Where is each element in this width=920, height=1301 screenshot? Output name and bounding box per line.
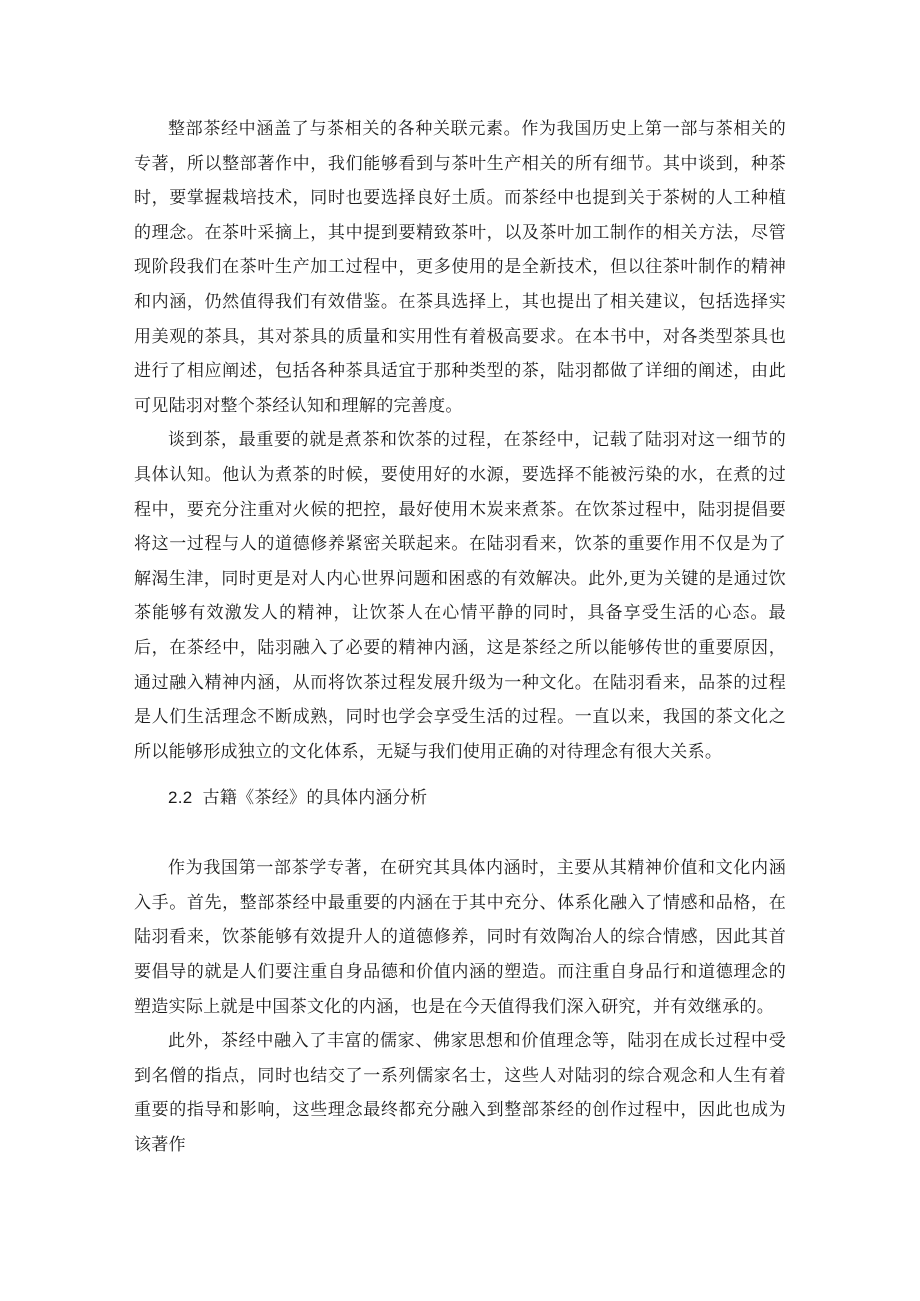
body-paragraph: 此外，茶经中融入了丰富的儒家、佛家思想和价值理念等，陆羽在成长过程中受到名僧的指点，同时也结交了一系列儒家名士，这些人对陆羽的综合观念和人生有着重要的指导和影响，这些理念最终都充分融入到整部茶经的创作过程中，因此也成为该著作 — [134, 1031, 786, 1156]
section-number: 2.2 — [168, 788, 193, 808]
document-page — [134, 112, 786, 1163]
body-paragraph: 整部茶经中涵盖了与茶相关的各种关联元素。作为我国历史上第一部与茶相关的专著，所以整部著作中，我们能够看到与茶叶生产相关的所有细节。其中谈到，种茶时，要掌握栽培技术，同时也要选择良好土质。而茶经中也提到关于茶树的人工种植的理念。在茶叶采摘上，其中提到要精致茶叶，以及茶叶加工制作的相关方法，尽管现阶段我们在茶叶生产加工过程中，更多使用的是全新技术，但以往茶叶制作的精神和内涵，仍然值得我们有效借鉴。在茶具选择上，其也提出了相关建议，包括选择实用美观的茶具，其对茶具的质量和实用性有着极高要求。在本书中，对各类型茶具也进行了相应阐述，包括各种茶具适宜于那种类型的茶，陆羽都做了详细的阐述，由此可见陆羽对整个茶经认知和理解的完善度。 — [134, 119, 786, 416]
section-heading — [134, 781, 786, 815]
section-title: 古籍《茶经》的具体内涵分析 — [202, 788, 428, 809]
body-paragraph: 谈到茶，最重要的就是煮茶和饮茶的过程，在茶经中，记载了陆羽对这一细节的具体认知。他认为煮茶的时候，要使用好的水源，要选择不能被污染的水，在煮的过程中，要充分注重对火候的把控，最好使用木炭来煮茶。在饮茶过程中，陆羽提倡要将这一过程与人的道德修养紧密关联起来。在陆羽看来，饮茶的重要作用不仅是为了解渴生津，同时更是对人内心世界问题和困惑的有效解决。此外,更为关键的是通过饮茶能够有效激发人的精神，让饮茶人在心情平静的同时，具备享受生活的心态。最后，在茶经中，陆羽融入了必要的精神内涵，这是茶经之所以能够传世的重要原因，通过融入精神内涵，从而将饮茶过程发展升级为一种文化。在陆羽看来，品茶的过程是人们生活理念不断成熟，同时也学会享受生活的过程。一直以来，我国的茶文化之所以能够形成独立的文化体系，无疑与我们使用正确的对待理念有很大关系。 — [134, 430, 786, 762]
body-paragraph: 作为我国第一部茶学专著，在研究其具体内涵时，主要从其精神价值和文化内涵入手。首先，整部茶经中最重要的内涵在于其中充分、体系化融入了情感和品格，在陆羽看来，饮茶能够有效提升人的道德修养，同时有效陶冶人的综合情感，因此其首要倡导的就是人们要注重自身品德和价值内涵的塑造。而注重自身品行和道德理念的塑造实际上就是中国茶文化的内涵，也是在今天值得我们深入研究，并有效继承的。 — [134, 858, 786, 1017]
